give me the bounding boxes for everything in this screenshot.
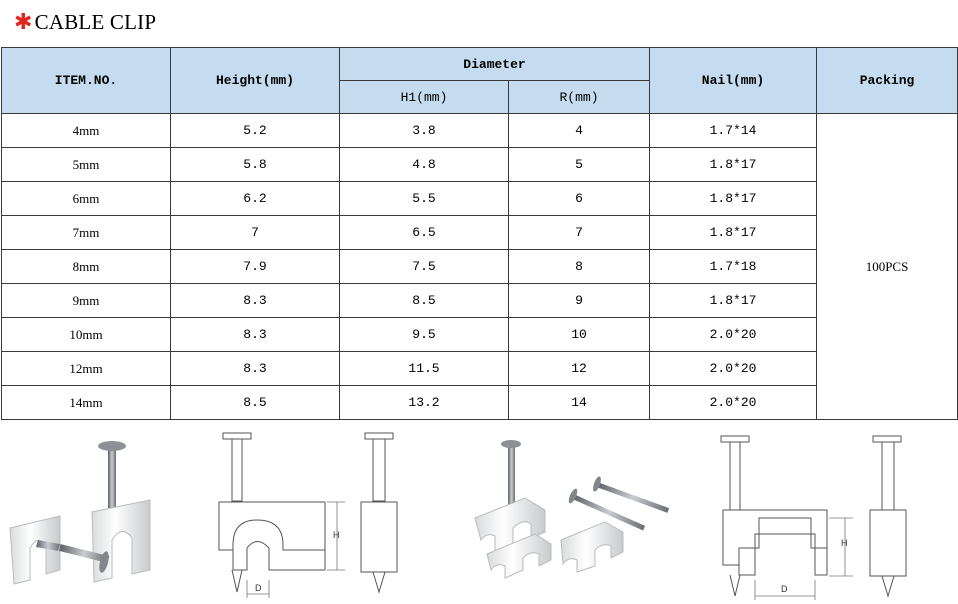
cell-height: 8.3 [171, 352, 340, 386]
cell-h1: 6.5 [340, 216, 509, 250]
cell-h1: 7.5 [340, 250, 509, 284]
spec-table [1, 47, 958, 420]
table-row [2, 216, 958, 250]
header-diameter: Diameter [340, 48, 650, 81]
cell-h1: 8.5 [340, 284, 509, 318]
cell-packing: 100PCS [817, 114, 958, 420]
cell-r: 4 [509, 114, 650, 148]
cell-h1: 11.5 [340, 352, 509, 386]
cell-r: 10 [509, 318, 650, 352]
cell-r: 9 [509, 284, 650, 318]
table-row [2, 352, 958, 386]
flat-diameter-label: D [781, 584, 788, 594]
cell-h1: 3.8 [340, 114, 509, 148]
flat-clip-photo [465, 420, 685, 604]
flat-height-label: H [841, 538, 848, 548]
round-clip-diagram [205, 420, 415, 604]
cell-height: 8.5 [171, 386, 340, 420]
product-illustrations [0, 420, 958, 604]
cell-nail: 1.8*17 [650, 148, 817, 182]
cell-item-no: 5mm [2, 148, 171, 182]
cell-nail: 1.8*17 [650, 284, 817, 318]
page-title-text: CABLE CLIP [34, 9, 157, 34]
table-row [2, 386, 958, 420]
table-row [2, 148, 958, 182]
cell-r: 8 [509, 250, 650, 284]
cell-item-no: 14mm [2, 386, 171, 420]
cell-h1: 13.2 [340, 386, 509, 420]
table-row [2, 318, 958, 352]
cell-height: 7 [171, 216, 340, 250]
cell-r: 12 [509, 352, 650, 386]
cell-item-no: 4mm [2, 114, 171, 148]
cell-nail: 1.7*18 [650, 250, 817, 284]
round-clip-photo [0, 420, 200, 604]
cell-height: 6.2 [171, 182, 340, 216]
cell-item-no: 7mm [2, 216, 171, 250]
cell-item-no: 8mm [2, 250, 171, 284]
header-h1: H1(mm) [340, 81, 509, 114]
cell-r: 5 [509, 148, 650, 182]
cell-nail: 2.0*20 [650, 352, 817, 386]
cell-nail: 1.8*17 [650, 182, 817, 216]
cell-item-no: 6mm [2, 182, 171, 216]
cell-nail: 1.8*17 [650, 216, 817, 250]
cell-h1: 5.5 [340, 182, 509, 216]
cell-height: 5.2 [171, 114, 340, 148]
cell-height: 7.9 [171, 250, 340, 284]
asterisk-icon: ✱ [14, 9, 33, 35]
cell-item-no: 10mm [2, 318, 171, 352]
header-packing: Packing [817, 48, 958, 114]
page-title [14, 8, 156, 36]
cell-nail: 1.7*14 [650, 114, 817, 148]
cell-nail: 2.0*20 [650, 386, 817, 420]
header-height: Height(mm) [171, 48, 340, 114]
cell-item-no: 9mm [2, 284, 171, 318]
header-item-no: ITEM.NO. [2, 48, 171, 114]
table-row [2, 250, 958, 284]
cell-height: 8.3 [171, 318, 340, 352]
round-height-label: H [333, 530, 340, 540]
cell-r: 7 [509, 216, 650, 250]
cell-h1: 9.5 [340, 318, 509, 352]
cell-h1: 4.8 [340, 148, 509, 182]
round-diameter-label: D [255, 583, 262, 593]
cell-r: 6 [509, 182, 650, 216]
header-nail: Nail(mm) [650, 48, 817, 114]
cell-r: 14 [509, 386, 650, 420]
table-row [2, 114, 958, 148]
table-row [2, 182, 958, 216]
flat-clip-diagram [715, 420, 930, 604]
cell-height: 5.8 [171, 148, 340, 182]
cell-nail: 2.0*20 [650, 318, 817, 352]
spec-table-body [2, 114, 958, 420]
header-r: R(mm) [509, 81, 650, 114]
cell-height: 8.3 [171, 284, 340, 318]
cell-item-no: 12mm [2, 352, 171, 386]
table-row [2, 284, 958, 318]
